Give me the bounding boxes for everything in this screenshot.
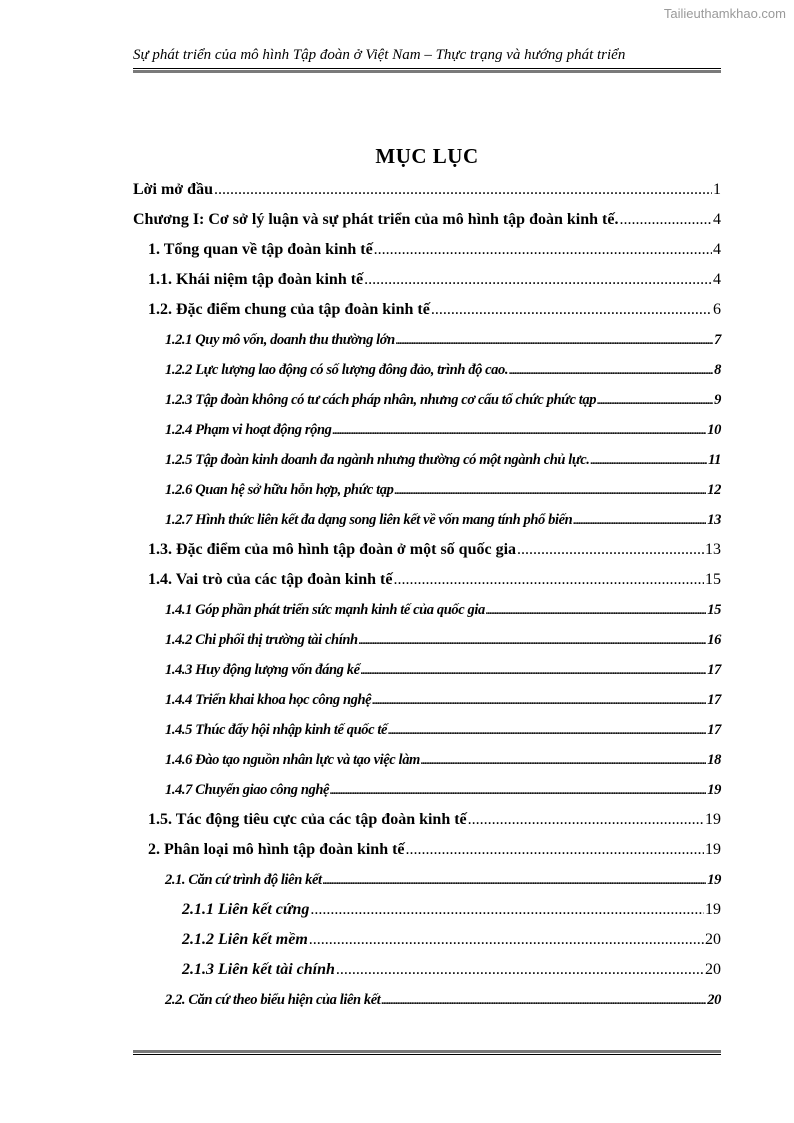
toc-page: 19 — [705, 841, 721, 858]
toc-label: 1.2.7 Hình thức liên kết đa dạng song liên kết về vốn mang tính phổ biến — [165, 512, 573, 528]
running-header: Sự phát triển của mô hình Tập đoàn ở Việt Nam – Thực trạng và hướng phát triển — [133, 47, 626, 63]
header-rule-thick — [133, 70, 721, 73]
toc-page: 1 — [713, 181, 721, 198]
toc-page: 13 — [705, 541, 721, 558]
toc-label: 1.4.1 Góp phần phát triển sức mạnh kinh tế của quốc gia — [165, 602, 485, 618]
toc-page: 15 — [707, 602, 721, 618]
toc-label: 1.4.5 Thúc đẩy hội nhập kinh tế quốc tế — [165, 722, 388, 738]
page-title: MỤC LỤC — [375, 144, 479, 168]
toc-label: 1.2.6 Quan hệ sở hữu hỗn hợp, phức tạp — [165, 482, 394, 498]
toc-label: Lời mở đầu — [133, 181, 213, 198]
toc-label: 1.2.2 Lực lượng lao động có số lượng đông đảo, trình độ cao. — [165, 362, 509, 378]
toc-page: 19 — [707, 872, 721, 888]
toc-label: 1.3. Đặc điểm của mô hình tập đoàn ở một số quốc gia — [148, 541, 517, 558]
toc-entry[interactable] — [165, 782, 721, 799]
toc-label: 1.2.3 Tập đoàn không có tư cách pháp nhân, nhưng cơ cấu tổ chức phức tạp — [165, 392, 597, 408]
toc-label: 1.4.3 Huy động lượng vốn đáng kể — [165, 662, 360, 678]
toc-label: 2. Phân loại mô hình tập đoàn kinh tế — [148, 841, 405, 858]
toc-page: 9 — [714, 392, 721, 408]
toc-label: 2.1. Căn cứ trình độ liên kết — [165, 872, 322, 888]
footer-rule — [133, 1054, 721, 1055]
toc-page: 4 — [713, 271, 721, 288]
toc-page: 16 — [707, 632, 721, 648]
toc-label: 1.4. Vai trò của các tập đoàn kinh tế — [148, 571, 393, 588]
toc-page: 19 — [705, 901, 721, 918]
toc-label: 2.1.3 Liên kết tài chính — [182, 961, 335, 978]
toc-entry[interactable] — [165, 752, 721, 769]
toc-page: 6 — [713, 301, 721, 318]
toc-entry[interactable] — [165, 692, 721, 709]
toc-label: 1.1. Khái niệm tập đoàn kinh tế — [148, 271, 364, 288]
toc-entry[interactable] — [148, 541, 721, 559]
toc-entry[interactable] — [133, 211, 721, 229]
toc-entry[interactable] — [165, 332, 721, 349]
toc-entry[interactable] — [165, 662, 721, 679]
toc-label: 1.2.4 Phạm vi hoạt động rộng — [165, 422, 332, 438]
toc-entry[interactable] — [165, 632, 721, 649]
toc-entry[interactable] — [182, 961, 721, 979]
toc-page: 10 — [707, 422, 721, 438]
toc-entry[interactable] — [148, 811, 721, 829]
toc-entry[interactable] — [182, 901, 721, 919]
toc-entry[interactable] — [165, 872, 721, 889]
toc-entry[interactable] — [165, 722, 721, 739]
toc-label: 2.2. Căn cứ theo biểu hiện của liên kết — [165, 992, 381, 1008]
toc-entry[interactable] — [165, 392, 721, 409]
toc-page: 8 — [714, 362, 721, 378]
toc-page: 15 — [705, 571, 721, 588]
toc-page: 4 — [713, 241, 721, 258]
toc-entry[interactable] — [148, 271, 721, 289]
toc-entry[interactable] — [165, 482, 721, 499]
toc-entry[interactable] — [182, 931, 721, 949]
header-rule — [133, 68, 721, 69]
toc-page: 20 — [707, 992, 721, 1008]
toc-page: 7 — [714, 332, 721, 348]
toc-page: 12 — [707, 482, 721, 498]
toc-entry[interactable] — [165, 422, 721, 439]
toc-page: 17 — [707, 692, 721, 708]
toc-page: 4 — [713, 211, 721, 228]
toc-page: 19 — [707, 782, 721, 798]
toc-label: 1.2.5 Tập đoàn kinh doanh đa ngành nhưng thường có một ngành chủ lực. — [165, 452, 590, 468]
toc-label: 1.4.2 Chi phối thị trường tài chính — [165, 632, 358, 648]
toc-label: 1.2. Đặc điểm chung của tập đoàn kinh tế — [148, 301, 430, 318]
toc-page: 20 — [705, 961, 721, 978]
toc-label: 1. Tổng quan về tập đoàn kinh tế — [148, 241, 373, 258]
toc-label: 1.5. Tác động tiêu cực của các tập đoàn kinh tế — [148, 811, 467, 828]
toc-entry[interactable] — [148, 841, 721, 859]
toc-page: 11 — [708, 452, 721, 468]
toc-entry[interactable] — [148, 301, 721, 319]
toc-entry[interactable] — [165, 362, 721, 379]
watermark: Tailieuthamkhao.com — [663, 6, 786, 21]
toc-label: 1.4.4 Triển khai khoa học công nghệ — [165, 692, 372, 708]
footer-rule-thick — [133, 1050, 721, 1053]
toc-page: 13 — [707, 512, 721, 528]
toc-entry[interactable] — [133, 181, 721, 199]
toc-page: 20 — [705, 931, 721, 948]
toc-page: 18 — [707, 752, 721, 768]
toc-page: 17 — [707, 722, 721, 738]
toc-entry[interactable] — [165, 992, 721, 1009]
toc-label: 1.4.6 Đào tạo nguồn nhân lực và tạo việc làm — [165, 752, 420, 768]
toc-label: 1.4.7 Chuyển giao công nghệ — [165, 782, 330, 798]
toc-page: 17 — [707, 662, 721, 678]
toc-entry[interactable] — [165, 512, 721, 529]
toc-entry[interactable] — [165, 452, 721, 469]
toc-entry[interactable] — [148, 241, 721, 259]
toc-entry[interactable] — [165, 602, 721, 619]
toc-page: 19 — [705, 811, 721, 828]
toc-label: 2.1.1 Liên kết cứng — [182, 901, 310, 918]
toc-label: Chương I: Cơ sở lý luận và sự phát triển của mô hình tập đoàn kinh tế. — [133, 211, 619, 228]
toc-entry[interactable] — [148, 571, 721, 589]
toc-label: 1.2.1 Quy mô vốn, doanh thu thường lớn — [165, 332, 395, 348]
toc-label: 2.1.2 Liên kết mềm — [182, 931, 308, 948]
